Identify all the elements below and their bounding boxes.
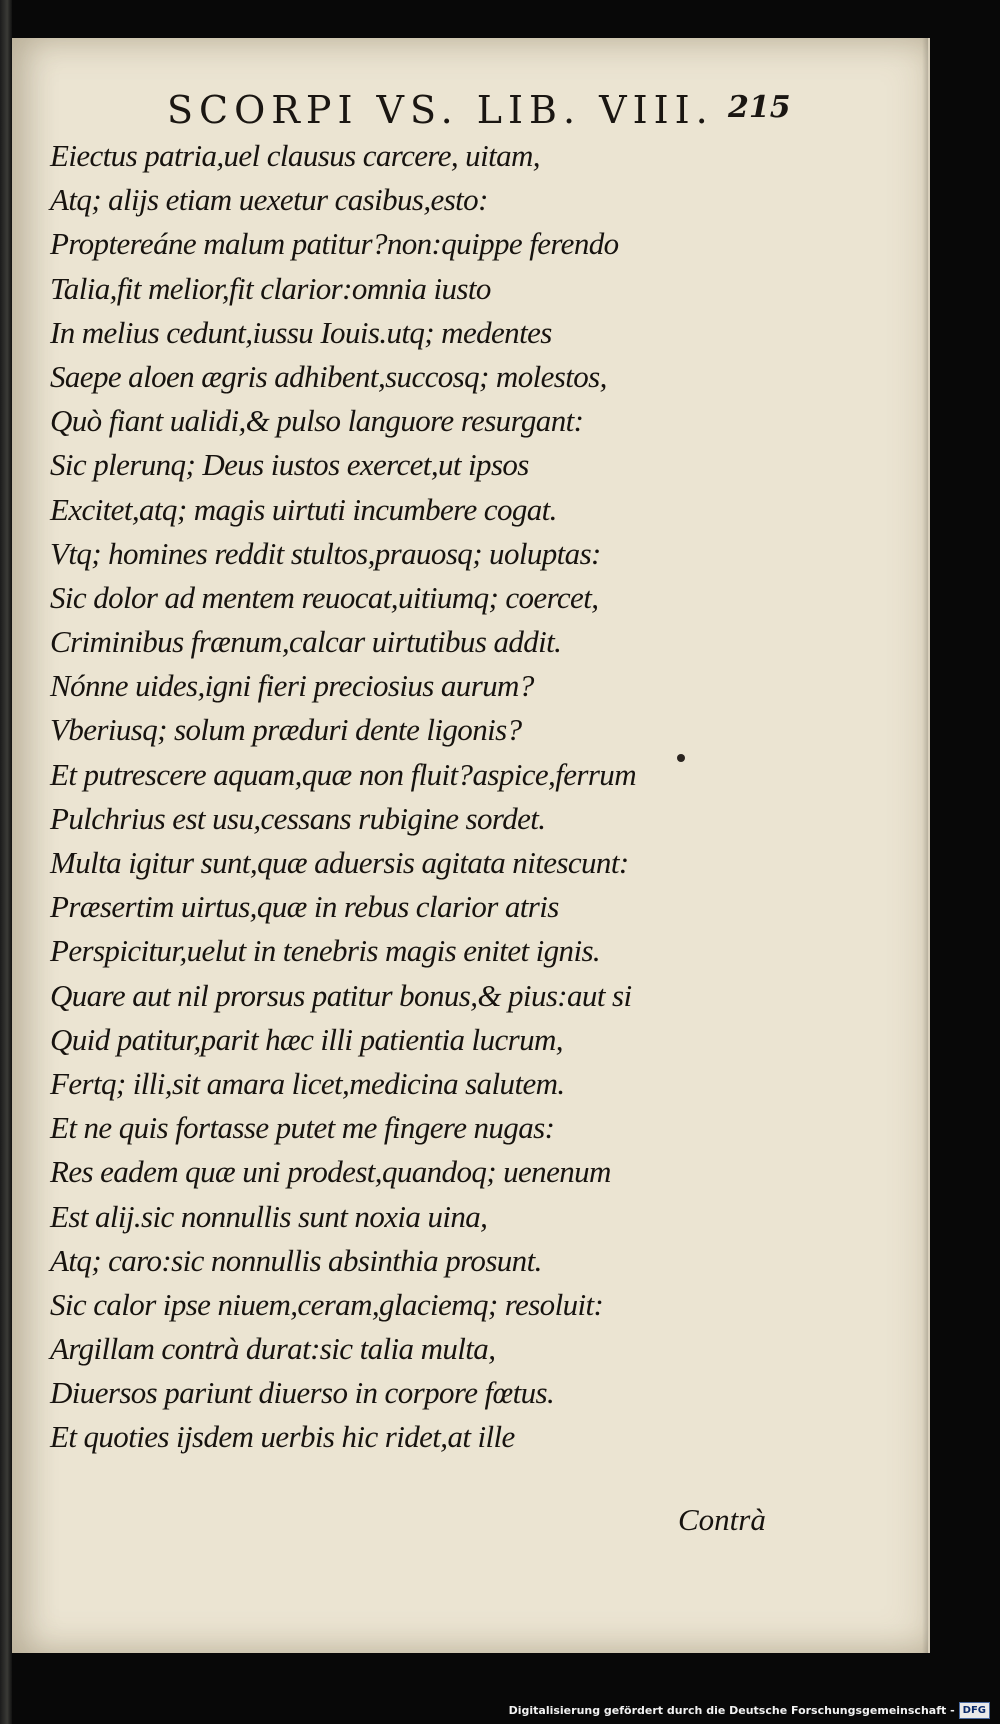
verse-line: In melius cedunt,iussu Iouis.utq; medentes bbox=[50, 314, 552, 350]
verse-line: Vtq; homines reddit stultos,prauosq; uoluptas: bbox=[50, 535, 601, 571]
verse-line: Nónne uides,igni fieri preciosius aurum? bbox=[50, 668, 534, 704]
verse-line: Est alij.sic nonnullis sunt noxia uina, bbox=[50, 1198, 488, 1234]
verse-line: Argillam contrà durat:sic talia multa, bbox=[50, 1331, 496, 1367]
verse-line: Perspicitur,uelut in tenebris magis enitet ignis. bbox=[50, 933, 601, 969]
verse-line: Atq; alijs etiam uexetur casibus,esto: bbox=[50, 182, 488, 218]
verse-line: Res eadem quæ uni prodest,quandoq; uenenum bbox=[50, 1154, 611, 1190]
verse-line: Et putrescere aquam,quæ non fluit?aspice,ferrum bbox=[50, 756, 636, 792]
verse-line: Saepe aloen ægris adhibent,succosq; molestos, bbox=[50, 358, 607, 394]
verse-line: Proptereáne malum patitur?non:quippe ferendo bbox=[50, 226, 619, 262]
book-page bbox=[12, 38, 930, 1653]
verse-line: Diuersos pariunt diuerso in corpore fœtus. bbox=[50, 1375, 555, 1411]
verse-line: Quid patitur,parit hæc illi patientia lucrum, bbox=[50, 1021, 563, 1057]
verse-line: Et quoties ijsdem uerbis hic ridet,at ille bbox=[50, 1419, 515, 1455]
verse-line: Vberiusq; solum præduri dente ligonis? bbox=[50, 712, 522, 748]
ink-spot bbox=[677, 754, 685, 762]
page-number: 215 bbox=[728, 90, 791, 125]
verse-line: Criminibus frænum,calcar uirtutibus addit. bbox=[50, 624, 562, 660]
verse-line: Sic calor ipse niuem,ceram,glaciemq; resoluit: bbox=[50, 1286, 604, 1322]
verse-line: Talia,fit melior,fit clarior:omnia iusto bbox=[50, 270, 491, 306]
verse-line: Quare aut nil prorsus patitur bonus,& pius:aut si bbox=[50, 977, 632, 1013]
catchword: Contrà bbox=[678, 1502, 766, 1537]
verse-line: Excitet,atq; magis uirtuti incumbere cogat. bbox=[50, 491, 557, 527]
running-head: SCORPI VS. LIB. VIII. bbox=[167, 88, 714, 132]
verse-line: Sic plerunq; Deus iustos exercet,ut ipsos bbox=[50, 447, 529, 483]
verse-line: Pulchrius est usu,cessans rubigine sordet. bbox=[50, 800, 546, 836]
verse-line: Sic dolor ad mentem reuocat,uitiumq; coercet, bbox=[50, 579, 599, 615]
credit-text: Digitalisierung gefördert durch die Deutsche Forschungsgemeinschaft - bbox=[508, 1703, 955, 1717]
verse-block bbox=[50, 134, 890, 1460]
verse-line: Fertq; illi,sit amara licet,medicina salutem. bbox=[50, 1065, 565, 1101]
book-gutter bbox=[0, 0, 12, 1724]
verse-line: Multa igitur sunt,quæ aduersis agitata nitescunt: bbox=[50, 845, 629, 880]
verse-line: Quò fiant ualidi,& pulso languore resurgant: bbox=[50, 403, 584, 439]
digitization-credit bbox=[509, 1700, 990, 1720]
verse-line: Et ne quis fortasse putet me fingere nugas: bbox=[50, 1110, 555, 1146]
verse-line: Atq; caro:sic nonnullis absinthia prosunt. bbox=[50, 1242, 542, 1278]
verse-line: Præsertim uirtus,quæ in rebus clarior atris bbox=[50, 889, 559, 925]
page-edge-shadow bbox=[922, 38, 928, 1653]
verse-line: Eiectus patria,uel clausus carcere, uitam, bbox=[50, 138, 540, 173]
dfg-logo: DFG bbox=[959, 1702, 990, 1719]
